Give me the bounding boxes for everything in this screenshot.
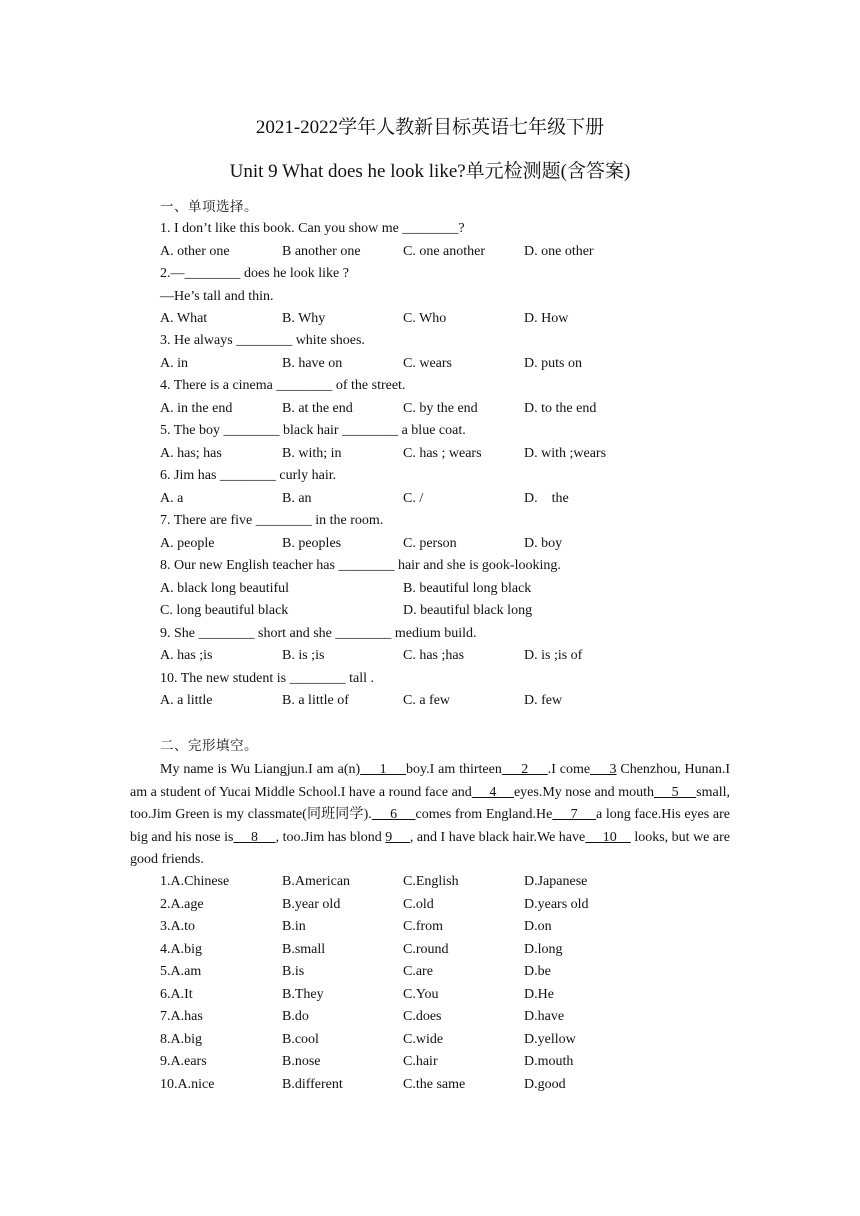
q6-option-a: A. a <box>160 491 184 506</box>
q4-option-d: D. to the end <box>524 401 597 416</box>
question-1: 1. I don’t like this book. Can you show me ________? <box>160 221 465 236</box>
q2-option-d: D. How <box>524 311 569 326</box>
q9-option-a: A. has ;is <box>160 648 213 663</box>
q3-option-d: D. puts on <box>524 356 582 371</box>
q8-option-a: A. black long beautiful <box>160 581 290 596</box>
choice-4-a: 4.A.big <box>160 942 202 957</box>
q5-option-b: B. with; in <box>282 446 342 461</box>
choice-7-d: D.have <box>524 1009 565 1024</box>
q1-option-d: D. one other <box>524 244 594 259</box>
choice-2-c: C.old <box>403 897 434 912</box>
cloze-passage: My name is Wu Liangjun.I am a(n) 1 boy.I am thirteen 2 .I come 3 Chenzhou, Hunan.I am a student of Yucai Middle School.I have a round face and 4 eyes.My nose and mouth 5 small, too.Jim Green is my classmate(同班同学). 6 comes from England.He 7 a long face.His eyes are big and his nose is 8 , too.Jim has blond 9 , and I have black hair.We have 10 looks, but we are good friends. <box>130 762 731 867</box>
choice-5-a: 5.A.am <box>160 964 202 979</box>
blank-8: 8 <box>233 829 276 845</box>
choice-6-a: 6.A.It <box>160 987 193 1002</box>
q1-option-c: C. one another <box>403 244 486 259</box>
choice-9-c: C.hair <box>403 1054 438 1069</box>
choice-8-b: B.cool <box>282 1032 319 1047</box>
q3-option-c: C. wears <box>403 356 452 371</box>
choice-3-a: 3.A.to <box>160 919 195 934</box>
blank-10: 10 <box>585 829 631 845</box>
question-5: 5. The boy ________ black hair ________ a blue coat. <box>160 423 466 438</box>
q4-option-c: C. by the end <box>403 401 478 416</box>
q5-option-a: A. has; has <box>160 446 222 461</box>
q6-option-d: D. the <box>524 491 569 506</box>
choice-1-a: 1.A.Chinese <box>160 874 230 889</box>
choice-1-b: B.American <box>282 874 351 889</box>
choice-5-d: D.be <box>524 964 551 979</box>
choice-6-b: B.They <box>282 987 324 1002</box>
q7-option-d: D. boy <box>524 536 563 551</box>
question-9: 9. She ________ short and she ________ medium build. <box>160 626 477 641</box>
q9-option-d: D. is ;is of <box>524 648 583 663</box>
choice-10-b: B.different <box>282 1077 343 1092</box>
blank-4: 4 <box>471 784 514 800</box>
question-10: 10. The new student is ________ tall . <box>160 671 374 686</box>
q7-option-a: A. people <box>160 536 215 551</box>
q8-option-b: B. beautiful long black <box>403 581 532 596</box>
blank-3: 3 <box>590 762 617 777</box>
choice-1-c: C.English <box>403 874 459 889</box>
blank-9: 9 <box>385 829 410 845</box>
q6-option-c: C. / <box>403 491 424 506</box>
question-4: 4. There is a cinema ________ of the street. <box>160 378 406 393</box>
question-8: 8. Our new English teacher has ________ hair and she is gook-looking. <box>160 558 561 573</box>
blank-5: 5 <box>653 784 697 800</box>
q4-option-a: A. in the end <box>160 401 233 416</box>
choice-4-d: D.long <box>524 942 563 957</box>
choice-3-b: B.in <box>282 919 306 934</box>
choice-10-a: 10.A.nice <box>160 1077 215 1092</box>
choice-2-b: B.year old <box>282 897 341 912</box>
q10-option-b: B. a little of <box>282 693 349 708</box>
q4-option-b: B. at the end <box>282 401 353 416</box>
q5-option-d: D. with ;wears <box>524 446 607 461</box>
section1-heading: 一、单项选择。 <box>160 199 258 214</box>
blank-7: 7 <box>552 807 596 822</box>
q10-option-a: A. a little <box>160 693 213 708</box>
question-2: 2.—________ does he look like ? <box>160 266 349 281</box>
choice-10-d: D.good <box>524 1077 566 1092</box>
q7-option-c: C. person <box>403 536 457 551</box>
blank-1: 1 <box>360 762 406 777</box>
choice-6-c: C.You <box>403 987 439 1002</box>
q2-option-a: A. What <box>160 311 208 326</box>
choice-10-c: C.the same <box>403 1077 466 1092</box>
choice-8-d: D.yellow <box>524 1032 576 1047</box>
q8-option-d: D. beautiful black long <box>403 603 533 618</box>
question-7: 7. There are five ________ in the room. <box>160 513 384 528</box>
blank-2: 2 <box>501 762 548 777</box>
choice-7-b: B.do <box>282 1009 309 1024</box>
q10-option-d: D. few <box>524 693 563 708</box>
q9-option-b: B. is ;is <box>282 648 325 663</box>
q10-option-c: C. a few <box>403 693 451 708</box>
question-3: 3. He always ________ white shoes. <box>160 333 365 348</box>
choice-2-a: 2.A.age <box>160 897 204 912</box>
q2-option-b: B. Why <box>282 311 326 326</box>
q2-option-c: C. Who <box>403 311 447 326</box>
blank-6: 6 <box>371 807 416 822</box>
q5-option-c: C. has ; wears <box>403 446 482 461</box>
choice-5-c: C.are <box>403 964 433 979</box>
choice-7-c: C.does <box>403 1009 442 1024</box>
q9-option-c: C. has ;has <box>403 648 465 663</box>
choice-1-d: D.Japanese <box>524 874 588 889</box>
q1-option-b: B another one <box>282 244 361 259</box>
choice-7-a: 7.A.has <box>160 1009 203 1024</box>
choice-9-b: B.nose <box>282 1054 321 1069</box>
choice-3-c: C.from <box>403 919 444 934</box>
choice-3-d: D.on <box>524 919 552 934</box>
section2-heading: 二、完形填空。 <box>160 738 258 753</box>
choice-8-c: C.wide <box>403 1032 444 1047</box>
document-subtitle: Unit 9 What does he look like?单元检测题(含答案) <box>229 161 631 182</box>
choice-2-d: D.years old <box>524 897 589 912</box>
q3-option-a: A. in <box>160 356 188 371</box>
choice-5-b: B.is <box>282 964 305 979</box>
choice-4-c: C.round <box>403 942 449 957</box>
choice-9-d: D.mouth <box>524 1054 574 1069</box>
choice-6-d: D.He <box>524 987 554 1002</box>
q8-option-c: C. long beautiful black <box>160 603 289 618</box>
choice-8-a: 8.A.big <box>160 1032 202 1047</box>
document-title: 2021-2022学年人教新目标英语七年级下册 <box>255 117 605 138</box>
q7-option-b: B. peoples <box>282 536 342 551</box>
q6-option-b: B. an <box>282 491 312 506</box>
choice-9-a: 9.A.ears <box>160 1054 207 1069</box>
q1-option-a: A. other one <box>160 244 230 259</box>
question-6: 6. Jim has ________ curly hair. <box>160 468 337 483</box>
question-2-reply: —He’s tall and thin. <box>160 289 274 304</box>
q3-option-b: B. have on <box>282 356 343 371</box>
choice-4-b: B.small <box>282 942 326 957</box>
